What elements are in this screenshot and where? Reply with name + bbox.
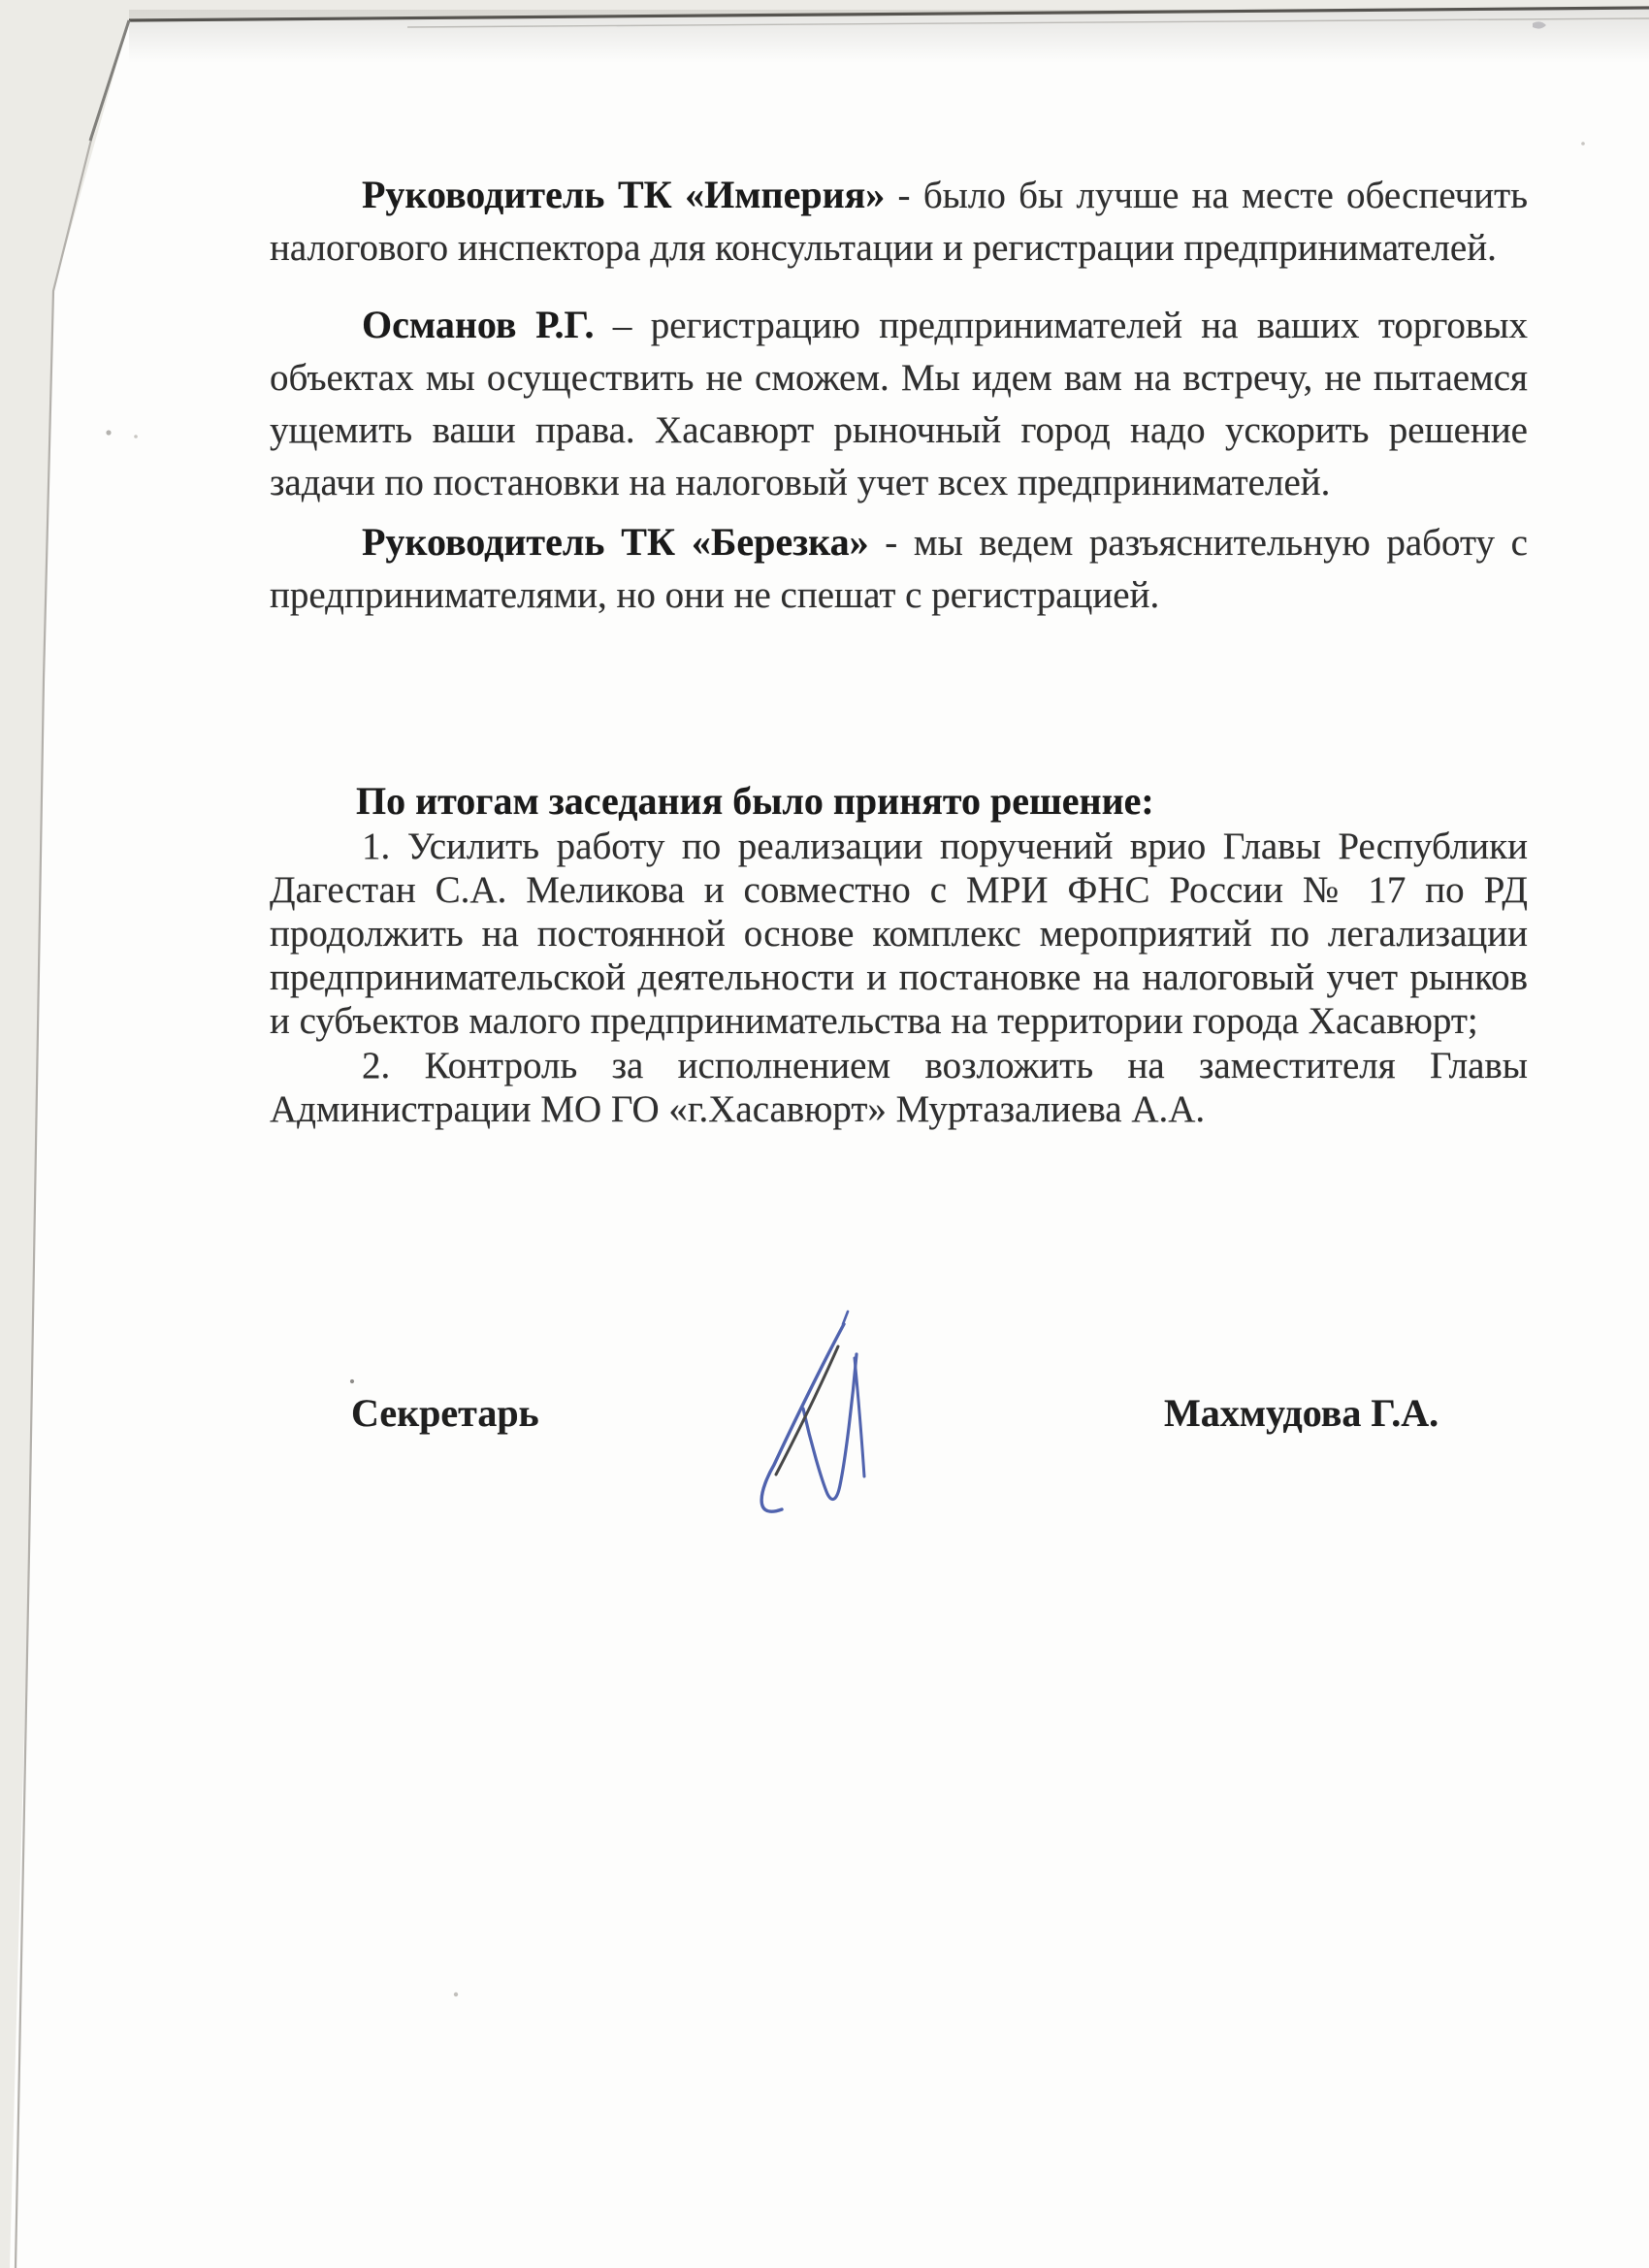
paragraph-line: ущемить ваши права. Хасавюрт рыночный город надо ускорить решение: [270, 409, 1528, 451]
decision-line: Администрации МО ГО «г.Хасавюрт» Муртазалиева А.А.: [270, 1088, 1206, 1130]
line-text: – регистрацию предпринимателей на ваших торговых: [594, 305, 1528, 346]
speaker-name: Османов Р.Г.: [362, 303, 595, 346]
paragraph-line: объектах мы осуществить не сможем. Мы идем вам на встречу, не пытаемся: [270, 357, 1528, 399]
decision-line: и субъектов малого предпринимательства на территории города Хасавюрт;: [270, 1000, 1478, 1042]
decision-item-1: [270, 825, 1528, 1043]
paragraph-tk-imperia: [270, 169, 1528, 275]
decision-line: предпринимательской деятельности и постановке на налоговый учет рынков: [270, 956, 1528, 998]
paragraph-line: [270, 516, 1528, 569]
signature-role-label: Секретарь: [351, 1391, 539, 1435]
paragraph-line: [270, 299, 1528, 352]
decision-line: 1. Усилить работу по реализации поручений врио Главы Республики: [362, 826, 1528, 867]
speaker-name: Руководитель ТК «Березка»: [362, 520, 869, 564]
signature-person-name: Махмудова Г.А.: [1164, 1391, 1439, 1435]
line-text: - мы ведем разъяснительную работу с: [868, 522, 1528, 564]
decision-item-2: [270, 1044, 1528, 1131]
paragraph-line: предпринимателями, но они не спешат с регистрацией.: [270, 574, 1160, 616]
paragraph-line: налогового инспектора для консультации и регистрации предпринимателей.: [270, 227, 1497, 269]
decision-line: Дагестан С.А. Меликова и совместно с МРИ ФНС России № 17 по РД: [270, 869, 1528, 911]
speaker-name: Руководитель ТК «Империя»: [362, 173, 886, 216]
paragraph-line: задачи по постановки на налоговый учет всех предпринимателей.: [270, 462, 1331, 503]
paragraph-osmanov: [270, 299, 1528, 509]
decision-line: продолжить на постоянной основе комплекс мероприятий по легализации: [270, 913, 1528, 955]
paragraph-line: [270, 169, 1528, 222]
paragraph-tk-berezka: [270, 516, 1528, 622]
decision-line: 2. Контроль за исполнением возложить на заместителя Главы: [362, 1045, 1528, 1086]
decision-heading: По итогам заседания было принято решение:: [356, 779, 1154, 823]
line-text: - было бы лучше на месте обеспечить: [885, 175, 1528, 216]
